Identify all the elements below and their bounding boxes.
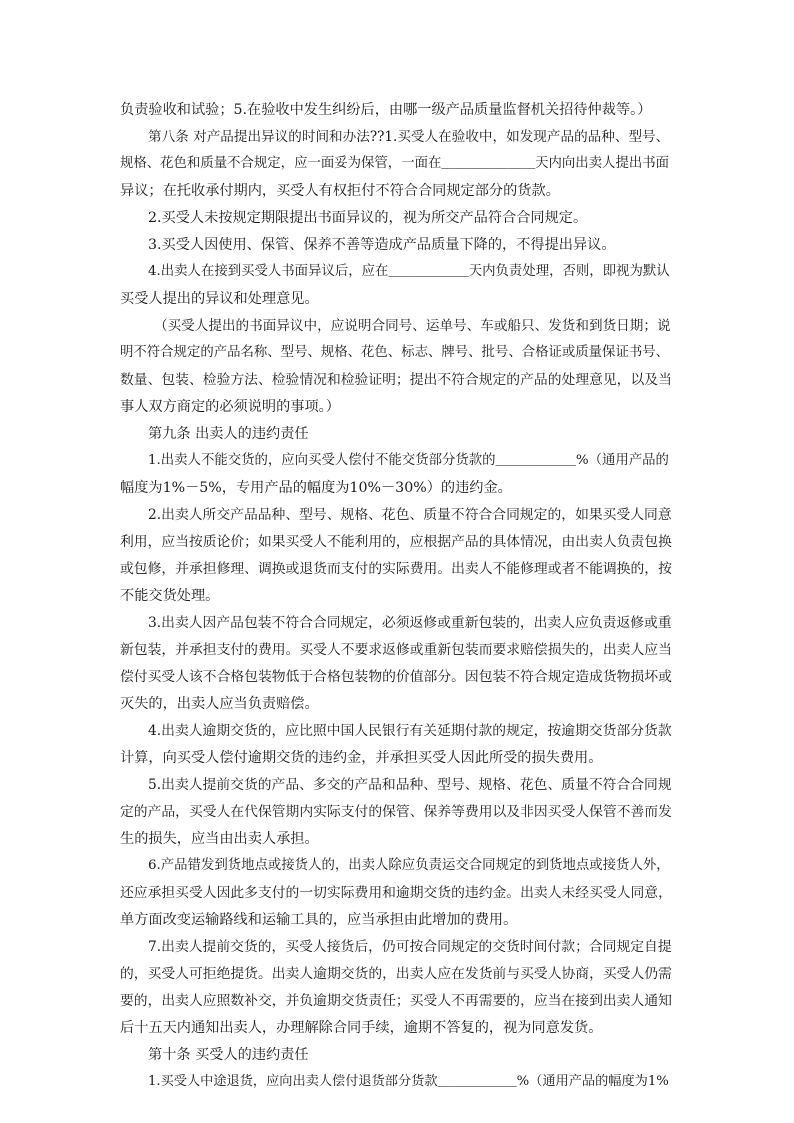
text-line: 还应承担买受人因此多支付的一切实际费用和逾期交货的违约金。出卖人未经买受人同意， [120, 885, 672, 901]
text-line: 1.买受人中途退货，应向出卖人偿付退货部分货款＿＿＿＿＿＿%（通用产品的幅度为1% [148, 1074, 669, 1089]
article-8-heading: 第八条 对产品提出异议的时间和办法??1.买受人在验收中，如发现产品的品种、型号、 [148, 129, 670, 145]
text-line: 2.出卖人所交产品品种、型号、规格、花色、质量不符合合同规定的，如果买受人同意 [148, 507, 672, 523]
text-line: 规格、花色和质量不合规定，应一面妥为保管，一面在＿＿＿＿＿＿＿天内向出卖人提出书面 [120, 156, 670, 171]
text-line: 生的损失，应当由出卖人承担。 [120, 831, 319, 847]
text-line: 数量、包装、检验方法、检验情况和检验证明；提出不符合规定的产品的处理意见，以及当 [120, 372, 672, 388]
text-line: 事人双方商定的必须说明的事项。） [120, 399, 340, 415]
text-line: 利用，应当按质论价；如果买受人不能利用的，应根据产品的具体情况，由出卖人负责包换 [120, 534, 672, 550]
text-line: 负责验收和试验；5.在验收中发生纠纷后，由哪一级产品质量监督机关招待仲裁等。） [120, 102, 652, 118]
text-line: 新包装，并承担支付的费用。买受人不要求返修或重新包装而要求赔偿损失的，出卖人应当 [120, 642, 672, 658]
text-line: 的，买受人可拒绝提货。出卖人逾期交货的，出卖人应在发货前与买受人协商，买受人仍需 [120, 966, 672, 982]
text-line: 定的产品，买受人在代保管期内实际支付的保管、保养等费用以及非因买受人保管不善而发 [120, 804, 672, 820]
text-line: 后十五天内通知出卖人，办理解除合同手续，逾期不答复的，视为同意发货。 [120, 1020, 603, 1036]
text-line: 4.出卖人逾期交货的，应比照中国人民银行有关延期付款的规定，按逾期交货部分货款 [148, 723, 672, 739]
text-line: 6.产品错发到货地点或接货人的，出卖人除应负责运交合同规定的到货地点或接货人外， [148, 858, 670, 873]
text-line: 3.出卖人因产品包装不符合合同规定，必须返修或重新包装的，出卖人应负责返修或重 [148, 615, 672, 631]
text-line: 1.出卖人不能交货的，应向买受人偿付不能交货部分货款的＿＿＿＿＿＿%（通用产品的 [148, 453, 669, 468]
text-line: 7.出卖人提前交货的，买受人接货后，仍可按合同规定的交货时间付款；合同规定自提 [148, 939, 672, 955]
text-line: 2.买受人未按规定期限提出书面异议的，视为所交产品符合合同规定。 [148, 210, 588, 226]
text-line: 偿付买受人该不合格包装物低于合格包装物的价值部分。因包装不符合规定造成货物损坏或 [120, 669, 672, 685]
text-line: 要的，出卖人应照数补交，并负逾期交货责任；买受人不再需要的，应当在接到出卖人通知 [120, 993, 672, 1009]
text-line: 单方面改变运输路线和运输工具的，应当承担由此增加的费用。 [120, 912, 518, 928]
text-line: 计算，向买受人偿付逾期交货的违约金，并承担买受人因此所受的损失费用。 [120, 750, 603, 766]
text-line: 异议；在托收承付期内，买受人有权拒付不符合合同规定部分的货款。 [120, 183, 560, 199]
text-line: 幅度为1%－5%，专用产品的幅度为10%－30%）的违约金。 [120, 480, 512, 496]
article-10-heading: 第十条 买受人的违约责任 [148, 1047, 309, 1063]
text-line: 不能交货处理。 [120, 588, 220, 604]
text-line: （买受人提出的书面异议中，应说明合同号、运单号、车或船只、发货和到货日期；说 [154, 318, 671, 334]
text-line: 或包修，并承担修理、调换或退货而支付的实际费用。出卖人不能修理或者不能调换的，按 [120, 561, 672, 577]
text-line: 明不符合规定的产品名称、型号、规格、花色、标志、牌号、批号、合格证或质量保证书号、 [120, 345, 670, 360]
text-line: 4.出卖人在接到买受人书面异议后，应在＿＿＿＿＿＿天内负责处理，否则，即视为默认 [148, 264, 670, 279]
text-line: 灭失的，出卖人应当负责赔偿。 [120, 696, 319, 712]
text-line: 3.买受人因使用、保管、保养不善等造成产品质量下降的，不得提出异议。 [148, 237, 616, 253]
article-9-heading: 第九条 出卖人的违约责任 [148, 426, 309, 442]
text-line: 买受人提出的异议和处理意见。 [120, 291, 319, 307]
text-line: 5.出卖人提前交货的产品、多交的产品和品种、型号、规格、花色、质量不符合合同规 [148, 777, 672, 793]
